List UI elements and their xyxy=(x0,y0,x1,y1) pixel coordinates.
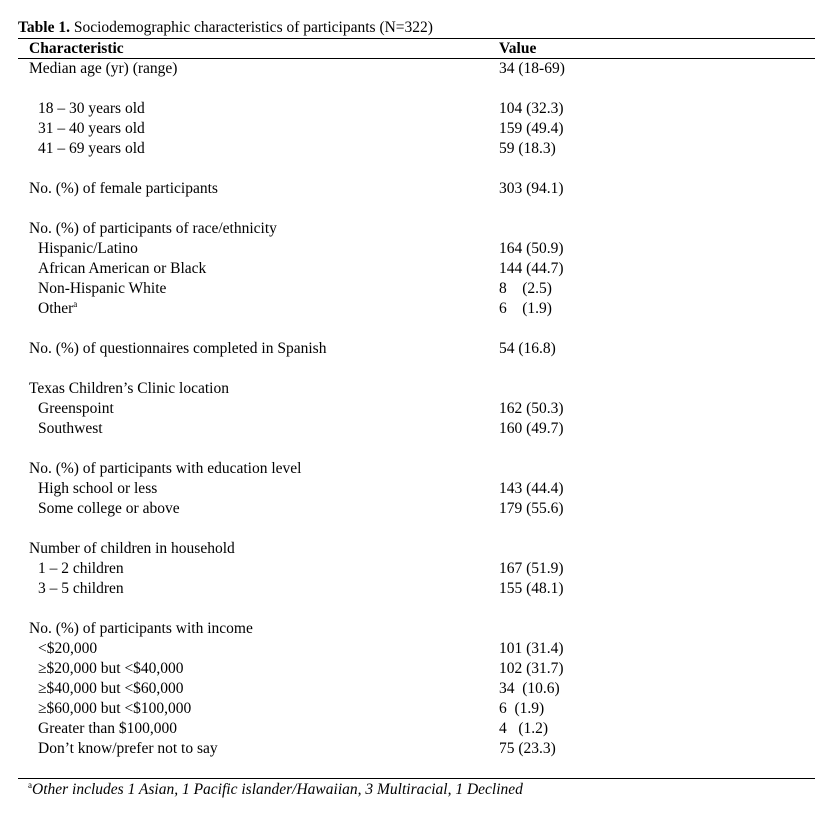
row-label: No. (%) of participants with education level xyxy=(29,460,302,477)
row-label: Non-Hispanic White xyxy=(38,280,167,297)
spacer-cell xyxy=(18,359,815,379)
row-label-cell xyxy=(18,179,499,199)
row-label-cell xyxy=(18,559,499,579)
row-label-cell xyxy=(18,459,499,479)
table-row-subitem xyxy=(18,639,815,659)
row-label-cell xyxy=(18,219,499,239)
row-value: 75 (23.3) xyxy=(499,740,556,757)
row-value xyxy=(499,539,815,559)
row-label: No. (%) of participants of race/ethnicity xyxy=(29,220,277,237)
row-label-cell xyxy=(18,619,499,639)
table-row-subitem xyxy=(18,559,815,579)
row-label-cell xyxy=(18,419,499,439)
table-row-subitem xyxy=(18,699,815,719)
table-row-subitem xyxy=(18,719,815,739)
row-label-cell xyxy=(18,299,499,319)
table-caption-label: Table 1. xyxy=(18,19,70,36)
table-row-category xyxy=(18,219,815,239)
row-value: 159 (49.4) xyxy=(499,120,564,137)
row-label: Texas Children’s Clinic location xyxy=(29,380,229,397)
table-row-subitem xyxy=(18,299,815,319)
row-value xyxy=(499,459,815,479)
row-value: 303 (94.1) xyxy=(499,180,564,197)
row-label: Some college or above xyxy=(38,500,180,517)
row-label: <$20,000 xyxy=(38,640,98,657)
characteristics-table xyxy=(18,39,815,759)
footnote-marker: a xyxy=(28,779,32,790)
row-label: Number of children in household xyxy=(29,540,235,557)
row-value: 101 (31.4) xyxy=(499,640,564,657)
footnote-line xyxy=(18,779,815,801)
table-row-subitem xyxy=(18,259,815,279)
row-label: Greater than $100,000 xyxy=(38,720,178,737)
row-value: 155 (48.1) xyxy=(499,580,564,597)
row-label: Southwest xyxy=(38,420,103,437)
spacer-cell xyxy=(18,519,815,539)
table-document xyxy=(18,18,815,759)
row-label: Other xyxy=(38,300,74,317)
row-label-cell xyxy=(18,139,499,159)
row-value xyxy=(499,219,815,239)
row-label-cell xyxy=(18,499,499,519)
table-row-subitem xyxy=(18,659,815,679)
row-label: 41 – 69 years old xyxy=(38,140,145,157)
row-label-cell xyxy=(18,659,499,679)
row-value: 8 (2.5) xyxy=(499,280,552,297)
spacer-cell xyxy=(18,159,815,179)
table-row-category xyxy=(18,619,815,639)
row-label: No. (%) of participants with income xyxy=(29,620,253,637)
table-row-category xyxy=(18,459,815,479)
row-label: Median age (yr) (range) xyxy=(29,60,178,77)
row-label-cell xyxy=(18,639,499,659)
row-label: No. (%) of female participants xyxy=(29,180,218,197)
table-row-category xyxy=(18,539,815,559)
footnote-text: Other includes 1 Asian, 1 Pacific islander/Hawaiian, 3 Multiracial, 1 Declined xyxy=(32,781,523,798)
row-label-cell xyxy=(18,479,499,499)
row-label-cell xyxy=(18,739,499,759)
row-value: 6 (1.9) xyxy=(499,300,552,317)
table-row-subitem xyxy=(18,99,815,119)
table-row-category xyxy=(18,339,815,359)
row-label: High school or less xyxy=(38,480,158,497)
footnote-marker: a xyxy=(73,298,78,309)
spacer-row xyxy=(18,439,815,459)
spacer-cell xyxy=(18,439,815,459)
row-value: 167 (51.9) xyxy=(499,560,564,577)
table-row-subitem xyxy=(18,119,815,139)
table-footnote xyxy=(18,778,815,801)
table-row-subitem xyxy=(18,399,815,419)
table-body xyxy=(18,59,815,759)
header-characteristic: Characteristic xyxy=(29,40,124,57)
spacer-cell xyxy=(18,79,815,99)
row-label-cell xyxy=(18,399,499,419)
row-label-cell xyxy=(18,279,499,299)
row-label-cell xyxy=(18,59,499,79)
row-value: 104 (32.3) xyxy=(499,100,564,117)
table-row-subitem xyxy=(18,139,815,159)
row-label-cell xyxy=(18,699,499,719)
row-label: Greenspoint xyxy=(38,400,114,417)
spacer-row xyxy=(18,79,815,99)
row-label-cell xyxy=(18,579,499,599)
row-label-cell xyxy=(18,379,499,399)
header-row xyxy=(18,39,815,58)
header-value: Value xyxy=(499,40,537,57)
row-label-cell xyxy=(18,719,499,739)
row-label-cell xyxy=(18,119,499,139)
spacer-row xyxy=(18,359,815,379)
spacer-row xyxy=(18,599,815,619)
row-value: 102 (31.7) xyxy=(499,660,564,677)
row-label: Hispanic/Latino xyxy=(38,240,138,257)
row-value: 143 (44.4) xyxy=(499,480,564,497)
row-value xyxy=(499,379,815,399)
row-label-cell xyxy=(18,679,499,699)
row-value: 162 (50.3) xyxy=(499,400,564,417)
row-value: 34 (18-69) xyxy=(499,60,565,77)
table-row-subitem xyxy=(18,739,815,759)
row-label-cell xyxy=(18,339,499,359)
spacer-row xyxy=(18,319,815,339)
table-caption-text: Sociodemographic characteristics of participants (N=322) xyxy=(69,19,433,36)
row-label-cell xyxy=(18,539,499,559)
table-row-subitem xyxy=(18,279,815,299)
spacer-row xyxy=(18,159,815,179)
table-row-subitem xyxy=(18,479,815,499)
table-caption xyxy=(18,18,815,38)
row-label: 18 – 30 years old xyxy=(38,100,145,117)
row-label: Don’t know/prefer not to say xyxy=(38,740,218,757)
spacer-cell xyxy=(18,599,815,619)
row-label: ≥$40,000 but <$60,000 xyxy=(38,680,184,697)
row-label: 1 – 2 children xyxy=(38,560,124,577)
row-label: ≥$60,000 but <$100,000 xyxy=(38,700,192,717)
row-value: 144 (44.7) xyxy=(499,260,564,277)
row-value: 179 (55.6) xyxy=(499,500,564,517)
row-label-cell xyxy=(18,99,499,119)
row-value: 54 (16.8) xyxy=(499,340,556,357)
table-row-category xyxy=(18,179,815,199)
table-row-subitem xyxy=(18,679,815,699)
spacer-cell xyxy=(18,199,815,219)
row-label: No. (%) of questionnaires completed in Spanish xyxy=(29,340,327,357)
row-label-cell xyxy=(18,259,499,279)
table-row-category xyxy=(18,59,815,79)
spacer-cell xyxy=(18,319,815,339)
row-label: 3 – 5 children xyxy=(38,580,124,597)
spacer-row xyxy=(18,199,815,219)
row-label: African American or Black xyxy=(38,260,207,277)
row-value: 34 (10.6) xyxy=(499,680,560,697)
table-row-subitem xyxy=(18,419,815,439)
row-value: 4 (1.2) xyxy=(499,720,549,737)
row-value: 59 (18.3) xyxy=(499,140,556,157)
row-value: 160 (49.7) xyxy=(499,420,564,437)
row-label: ≥$20,000 but <$40,000 xyxy=(38,660,184,677)
row-value: 6 (1.9) xyxy=(499,700,545,717)
row-value: 164 (50.9) xyxy=(499,240,564,257)
table-row-subitem xyxy=(18,239,815,259)
row-label-cell xyxy=(18,239,499,259)
spacer-row xyxy=(18,519,815,539)
table-row-subitem xyxy=(18,499,815,519)
row-value xyxy=(499,619,815,639)
table-row-subitem xyxy=(18,579,815,599)
table-row-category xyxy=(18,379,815,399)
row-label: 31 – 40 years old xyxy=(38,120,145,137)
